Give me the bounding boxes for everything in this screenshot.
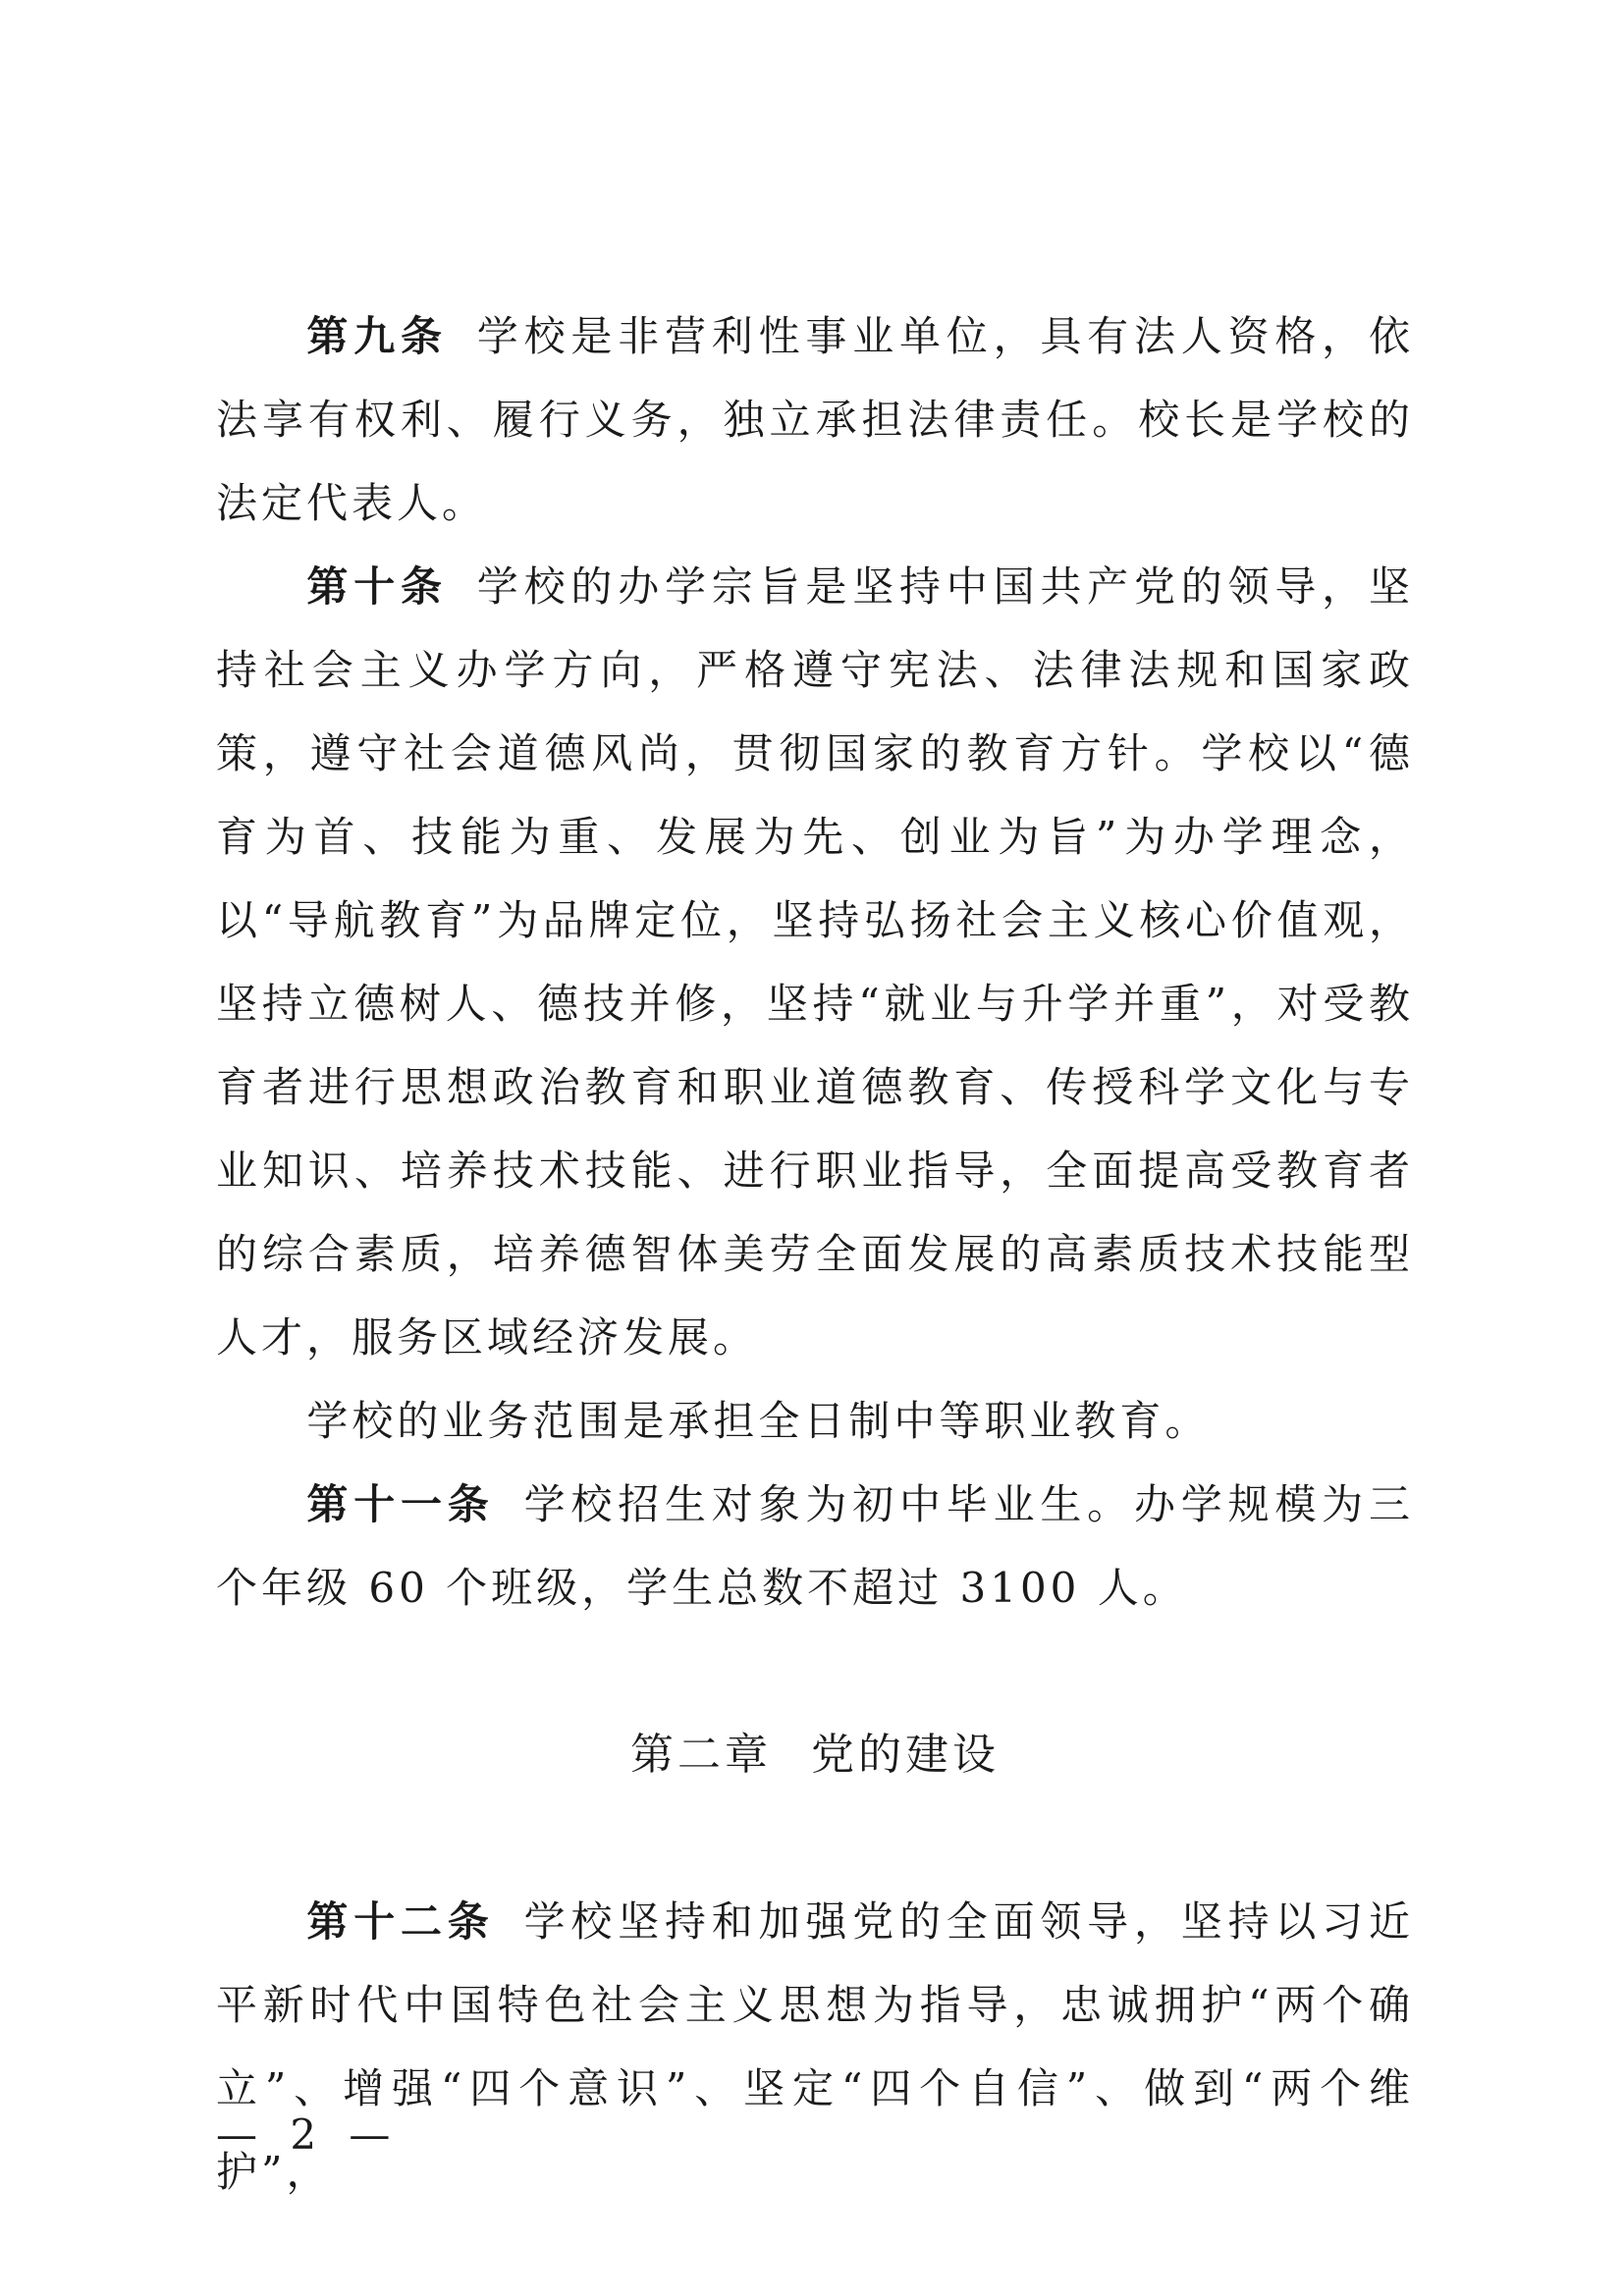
article-12 <box>216 1880 1414 2214</box>
article-text: 学校的办学宗旨是坚持中国共产党的领导，坚持社会主义办学方向，严格遵守宪法、法律法规和国家政策，遵守社会道德风尚，贯彻国家的教育方针。学校以“德育为首、技能为重、发展为先、创业为旨”为办学理念，以“导航教育”为品牌定位，坚持弘扬社会主义核心价值观，坚持立德树人、德技并修，坚持“就业与升学并重”，对受教育者进行思想政治教育和职业道德教育、传授科学文化与专业知识、培养技术技能、进行职业指导，全面提高受教育者的综合素质，培养德智体美劳全面发展的高素质技术技能型人才，服务区域经济发展。 <box>216 562 1414 1362</box>
article-text: 学校是非营利性事业单位，具有法人资格，依法享有权利、履行义务，独立承担法律责任。校长是学校的法定代表人。 <box>216 312 1414 527</box>
article-text: 学校坚持和加强党的全面领导，坚持以习近平新时代中国特色社会主义思想为指导，忠诚拥护“两个确立”、增强“四个意识”、坚定“四个自信”、做到“两个维护”， <box>216 1897 1414 2196</box>
document-body <box>216 294 1414 2214</box>
article-number: 第十条 <box>306 562 448 611</box>
article-text: 学校招生对象为初中毕业生。办学规模为三个年级 60 个班级，学生总数不超过 3100 人。 <box>216 1480 1414 1612</box>
page-number: — 2 — <box>216 2110 401 2159</box>
article-10-scope <box>216 1379 1414 1463</box>
chapter-title: 党的建设 <box>811 1730 1000 1780</box>
article-11 <box>216 1463 1414 1629</box>
article-9 <box>216 294 1414 545</box>
article-10 <box>216 545 1414 1379</box>
chapter-number: 第二章 <box>630 1730 772 1780</box>
chapter-heading <box>216 1713 1414 1796</box>
article-text: 学校的业务范围是承担全日制中等职业教育。 <box>306 1397 1211 1445</box>
article-number: 第十一条 <box>306 1480 495 1528</box>
article-number: 第十二条 <box>306 1897 495 1946</box>
article-number: 第九条 <box>306 312 448 360</box>
